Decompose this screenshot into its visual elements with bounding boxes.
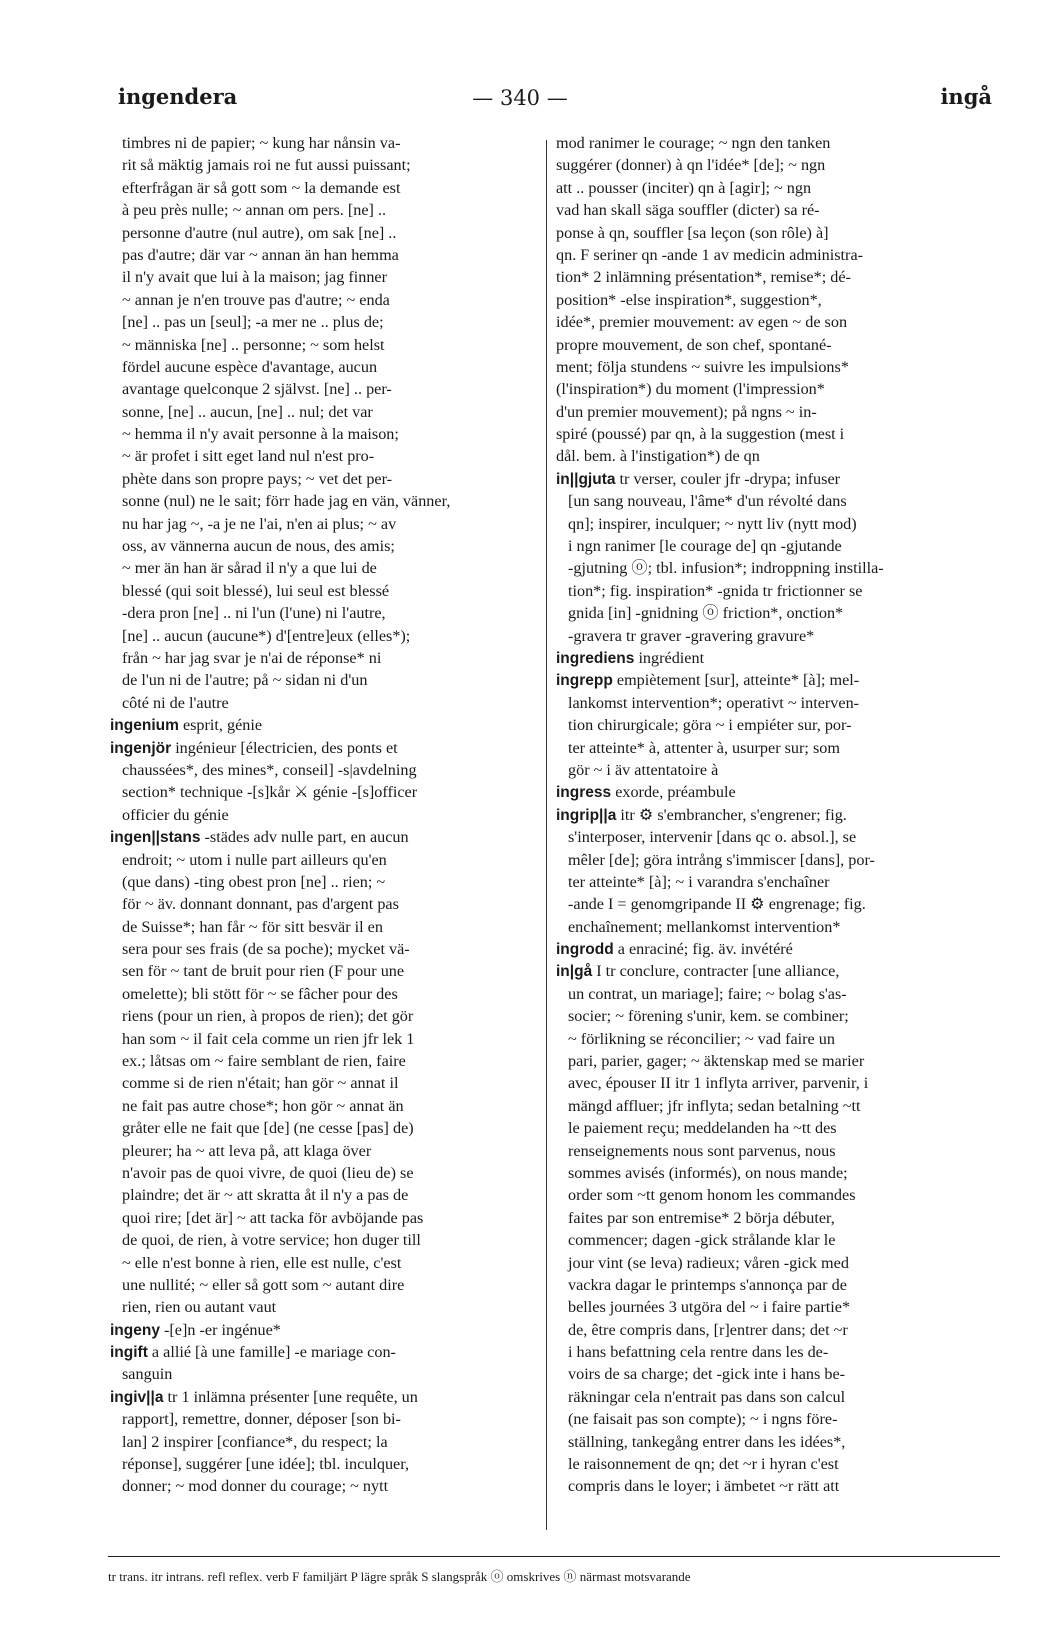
entry-line: ~ hemma il n'y avait personne à la maison; — [122, 425, 399, 444]
entry-line: vad han skall säga souffler (dicter) sa ré- — [556, 201, 820, 220]
entry-line: faites par son entremise* 2 börja débuter, — [568, 1208, 835, 1227]
left-column — [110, 132, 540, 1498]
definition-text: esprit, génie — [178, 716, 263, 735]
entry-line: d'un premier mouvement); på ngns ~ in- — [556, 402, 817, 421]
definition-text: tr verser, couler jfr -drypa; infuser — [615, 469, 841, 488]
entry-line: jour vint (se leva) radieux; våren -gick med — [568, 1253, 849, 1272]
entry-line: n'avoir pas de quoi vivre, de quoi (lieu de) se — [122, 1163, 414, 1182]
running-head-left: ingendera — [118, 84, 238, 109]
definition-text: -[e]n -er ingénue* — [159, 1320, 281, 1339]
entry-line-headword — [110, 1386, 540, 1408]
headword: ingift — [110, 1344, 148, 1362]
entry-line: ment; följa stundens ~ suivre les impulsions* — [556, 357, 849, 376]
footer-rule — [108, 1556, 1000, 1557]
entry-line: riens (pour un rien, à propos de rien); det gör — [122, 1007, 414, 1026]
entry-line: rit så mäktig jamais roi ne fut aussi puissant; — [122, 156, 411, 175]
entry-line: tion chirurgicale; göra ~ i empiéter sur, por- — [568, 716, 852, 735]
page-number: — 340 — — [472, 86, 568, 110]
entry-line-headword — [556, 781, 996, 803]
entry-line: ~ människa [ne] .. personne; ~ som helst — [122, 335, 385, 354]
entry-line: pleurer; ha ~ att leva på, att klaga över — [122, 1141, 372, 1160]
headword: ingress — [556, 784, 612, 802]
entry-line: ~ mer än han är sårad il n'y a que lui de — [122, 559, 377, 578]
entry-line: à peu près nulle; ~ annan om pers. [ne] .. — [122, 201, 387, 220]
entry-line: commencer; dagen -gick strålande klar le — [568, 1231, 836, 1250]
entry-line: ~ förlikning se réconcilier; ~ vad faire un — [568, 1029, 835, 1048]
entry-line-headword — [556, 468, 996, 490]
headword: ingen||stans — [110, 829, 201, 847]
entry-line: mêler [de]; göra intrång s'immiscer [dans], por- — [568, 850, 875, 869]
entry-line: rapport], remettre, donner, déposer [son bi- — [122, 1410, 401, 1429]
entry-line-headword — [556, 804, 996, 826]
entry-line: enchaînement; mellankomst intervention* — [568, 917, 841, 936]
entry-line: voirs de sa charge; det -gick inte i hans be- — [568, 1365, 846, 1384]
entry-line: lankomst intervention*; operativt ~ interven- — [568, 693, 860, 712]
entry-line: efterfrågan är så gott som ~ la demande est — [122, 178, 401, 197]
entry-line: ~ elle n'est bonne à rien, elle est nulle, c'est — [122, 1253, 402, 1272]
entry-line: le paiement reçu; meddelanden ha ~tt des — [568, 1119, 837, 1138]
definition-text: a enraciné; fig. äv. invétéré — [613, 940, 793, 959]
entry-line: endroit; ~ utom i nulle part ailleurs qu'en — [122, 850, 387, 869]
entry-line: côté ni de l'autre — [122, 693, 229, 712]
entry-line: phète dans son propre pays; ~ vet det per- — [122, 469, 393, 488]
entry-line: avec, épouser II itr 1 inflyta arriver, parvenir, i — [568, 1074, 869, 1093]
entry-line: comme si de rien n'était; han gör ~ annat il — [122, 1074, 399, 1093]
entry-line: dål. bem. à l'instigation*) de qn — [556, 447, 760, 466]
entry-line: belles journées 3 utgöra del ~ i faire partie* — [568, 1298, 851, 1317]
entry-line: [un sang nouveau, l'âme* d'un révolté dans — [568, 492, 847, 511]
entry-line: -gjutning ⓞ; tbl. infusion*; indroppning instilla- — [568, 559, 884, 578]
entry-line: sommes avisés (informés), on nous mande; — [568, 1163, 848, 1182]
entry-line: ne fait pas autre chose*; hon gör ~ annat än — [122, 1096, 404, 1115]
entry-line-headword — [556, 960, 996, 982]
entry-line-headword — [110, 714, 540, 736]
entry-line: (ne faisait pas son compte); ~ i ngns före- — [568, 1410, 838, 1429]
definition-text: ingénieur [électricien, des ponts et — [171, 738, 398, 757]
entry-line: donner; ~ mod donner du courage; ~ nytt — [122, 1477, 389, 1496]
entry-line: sanguin — [122, 1365, 173, 1384]
column-divider — [546, 140, 547, 1530]
entry-line: propre mouvement, de son chef, spontané- — [556, 335, 832, 354]
entry-line: de, être compris dans, [r]entrer dans; det ~r — [568, 1320, 848, 1339]
definition-text: -städes adv nulle part, en aucun — [200, 828, 409, 847]
entry-line: mängd affluer; jfr inflyta; sedan betalning ~tt — [568, 1096, 861, 1115]
entry-line: une nullité; ~ eller så gott som ~ autant dire — [122, 1275, 405, 1294]
entry-line: fördel aucune espèce d'avantage, aucun — [122, 357, 378, 376]
entry-line: sonne (nul) ne le sait; förr hade jag en vän, vänner, — [122, 492, 451, 511]
entry-line: ~ annan je n'en trouve pas d'autre; ~ enda — [122, 290, 390, 309]
definition-text: empiètement [sur], atteinte* [à]; mel- — [612, 671, 860, 690]
headword: in|gå — [556, 963, 593, 981]
headword: ingenjör — [110, 739, 172, 757]
entry-line: gör ~ i äv attentatoire à — [568, 760, 719, 779]
entry-line: qn. F seriner qn -ande 1 av medicin administra- — [556, 245, 864, 264]
entry-line-headword — [110, 1341, 540, 1363]
definition-text: a allié [à une famille] -e mariage con- — [147, 1343, 396, 1362]
entry-line: -gravera tr graver -gravering gravure* — [568, 626, 815, 645]
entry-line: un contrat, un mariage]; faire; ~ bolag s'as- — [568, 984, 847, 1003]
entry-line: ter atteinte* [à]; ~ i varandra s'enchaîner — [568, 872, 830, 891]
entry-line: tion* 2 inlämning présentation*, remise*; dé- — [556, 268, 851, 287]
entry-line-headword — [110, 737, 540, 759]
headword: ingeny — [110, 1321, 160, 1339]
entry-line: oss, av vännerna aucun de nous, des amis; — [122, 537, 395, 556]
entry-line: pas d'autre; där var ~ annan än han hemma — [122, 245, 399, 264]
headword: ingiv||a — [110, 1388, 164, 1406]
definition-text: itr ⚙ s'embrancher, s'engrener; fig. — [616, 805, 847, 824]
entry-line: ~ är profet i sitt eget land nul n'est pro- — [122, 447, 375, 466]
entry-line: gråter elle ne fait que [de] (ne cesse [pas] de) — [122, 1119, 414, 1138]
entry-line: officier du génie — [122, 805, 229, 824]
entry-line: ponse à qn, souffler [sa leçon (son rôle) à] — [556, 223, 829, 242]
entry-line: räkningar cela n'entrait pas dans son calcul — [568, 1387, 846, 1406]
entry-line: omelette); bli stött för ~ se fâcher pour des — [122, 984, 398, 1003]
entry-line: ställning, tankegång entrer dans les idées*, — [568, 1432, 846, 1451]
entry-line: suggérer (donner) à qn l'idée* [de]; ~ ngn — [556, 156, 826, 175]
entry-line: i ngn ranimer [le courage de] qn -gjutande — [568, 537, 842, 556]
entry-line: från ~ har jag svar je n'ai de réponse* ni — [122, 648, 382, 667]
entry-line: renseignements nous sont parvenus, nous — [568, 1141, 836, 1160]
definition-text: exorde, préambule — [611, 783, 736, 802]
entry-line: chaussées*, des mines*, conseil] -s|avdelning — [122, 760, 417, 779]
entry-line: réponse], suggérer [une idée]; tbl. inculquer, — [122, 1455, 410, 1474]
entry-line: de l'un ni de l'autre; på ~ sidan ni d'un — [122, 671, 368, 690]
headword: ingenium — [110, 717, 179, 735]
entry-line: personne d'autre (nul autre), om sak [ne] .. — [122, 223, 397, 242]
entry-line: section* technique -[s]kår ⚔ génie -[s]officer — [122, 783, 418, 802]
entry-line: ter atteinte* à, attenter à, usurper sur; som — [568, 738, 840, 757]
entry-line: -ande I = genomgripande II ⚙ engrenage; fig. — [568, 895, 866, 914]
entry-line: le raisonnement de qn; det ~r i hyran c'est — [568, 1455, 839, 1474]
entry-line-headword — [110, 826, 540, 848]
definition-text: I tr conclure, contracter [une alliance, — [592, 962, 840, 981]
entry-line: mod ranimer le courage; ~ ngn den tanken — [556, 134, 831, 152]
right-column — [556, 132, 996, 1498]
entry-line: il n'y avait que lui à la maison; jag finner — [122, 268, 387, 287]
entry-line: -dera pron [ne] .. ni l'un (l'une) ni l'autre, — [122, 604, 386, 623]
entry-line: de Suisse*; han får ~ för sitt besvär il en — [122, 917, 383, 936]
entry-line: avantage quelconque 2 självst. [ne] .. per- — [122, 380, 392, 399]
entry-line: han som ~ il fait cela comme un rien jfr lek 1 — [122, 1029, 415, 1048]
headword: ingrediens — [556, 649, 635, 667]
running-head-right: ingå — [940, 84, 992, 109]
entry-line: vackra dagar le printemps s'annonça par de — [568, 1275, 847, 1294]
headword: ingrip||a — [556, 806, 617, 824]
entry-line: compris dans le loyer; i ämbetet ~r rätt att — [568, 1477, 840, 1496]
entry-line: för ~ äv. donnant donnant, pas d'argent pas — [122, 895, 399, 914]
abbreviation-legend: tr trans. itr intrans. refl reflex. verb F familjärt P lägre språk S slangspråk ⓞ omskrives ⓝ närmast motsvarande — [108, 1569, 691, 1584]
entry-line-headword — [556, 669, 996, 691]
entry-line: tion*; fig. inspiration* -gnida tr frictionner se — [568, 581, 863, 600]
entry-line: rien, rien ou autant vaut — [122, 1298, 277, 1317]
entry-line: position* -else inspiration*, suggestion*, — [556, 290, 822, 309]
entry-line: nu har jag ~, -a je ne l'ai, n'en ai plus; ~ av — [122, 514, 397, 533]
entry-line: blessé (qui soit blessé), lui seul est blessé — [122, 581, 390, 600]
entry-line: sonne, [ne] .. aucun, [ne] .. nul; det var — [122, 402, 373, 421]
entry-line: (l'inspiration*) du moment (l'impression* — [556, 380, 825, 399]
entry-line: quoi rire; [det är] ~ att tacka för avböjande pas — [122, 1208, 424, 1227]
entry-line: qn]; inspirer, inculquer; ~ nytt liv (nytt mod) — [568, 514, 857, 533]
entry-line: sera pour ses frais (de sa poche); mycket vä- — [122, 940, 410, 959]
definition-text: tr 1 inlämna présenter [une requête, un — [163, 1387, 418, 1406]
entry-line: order som ~tt genom honom les commandes — [568, 1186, 856, 1205]
entry-line-headword — [556, 647, 996, 669]
entry-line: spiré (poussé) par qn, à la suggestion (mest i — [556, 425, 845, 444]
entry-line-headword — [556, 938, 996, 960]
entry-line: ex.; låtsas om ~ faire semblant de rien, faire — [122, 1052, 406, 1071]
entry-line: [ne] .. aucun (aucune*) d'[entre]eux (elles*); — [122, 626, 411, 645]
entry-line: plaindre; det är ~ att skratta åt il n'y a pas de — [122, 1186, 409, 1205]
entry-line: timbres ni de papier; ~ kung har nånsin va- — [122, 134, 401, 152]
headword: ingrepp — [556, 672, 613, 690]
entry-line: i hans befattning cela rentre dans les de- — [568, 1343, 829, 1362]
headword: ingrodd — [556, 941, 614, 959]
entry-line: lan] 2 inspirer [confiance*, du respect; la — [122, 1432, 388, 1451]
headword: in||gjuta — [556, 470, 616, 488]
entry-line-headword — [110, 1319, 540, 1341]
entry-line: [ne] .. pas un [seul]; -a mer ne .. plus de; — [122, 313, 384, 332]
entry-line: sen för ~ tant de bruit pour rien (F pour une — [122, 962, 405, 981]
entry-line: idée*, premier mouvement: av egen ~ de son — [556, 313, 848, 332]
entry-line: (que dans) -ting obest pron [ne] .. rien; ~ — [122, 872, 386, 891]
entry-line: att .. pousser (inciter) qn à [agir]; ~ ngn — [556, 178, 812, 197]
entry-line: s'interposer, intervenir [dans qc o. absol.], se — [568, 828, 857, 847]
definition-text: ingrédient — [634, 648, 705, 667]
entry-line: socier; ~ förening s'unir, kem. se combiner; — [568, 1007, 849, 1026]
entry-line: de quoi, de rien, à votre service; hon duger till — [122, 1231, 421, 1250]
entry-line: gnida [in] -gnidning ⓞ friction*, onction* — [568, 604, 844, 623]
entry-line: pari, parier, gager; ~ äktenskap med se marier — [568, 1052, 865, 1071]
